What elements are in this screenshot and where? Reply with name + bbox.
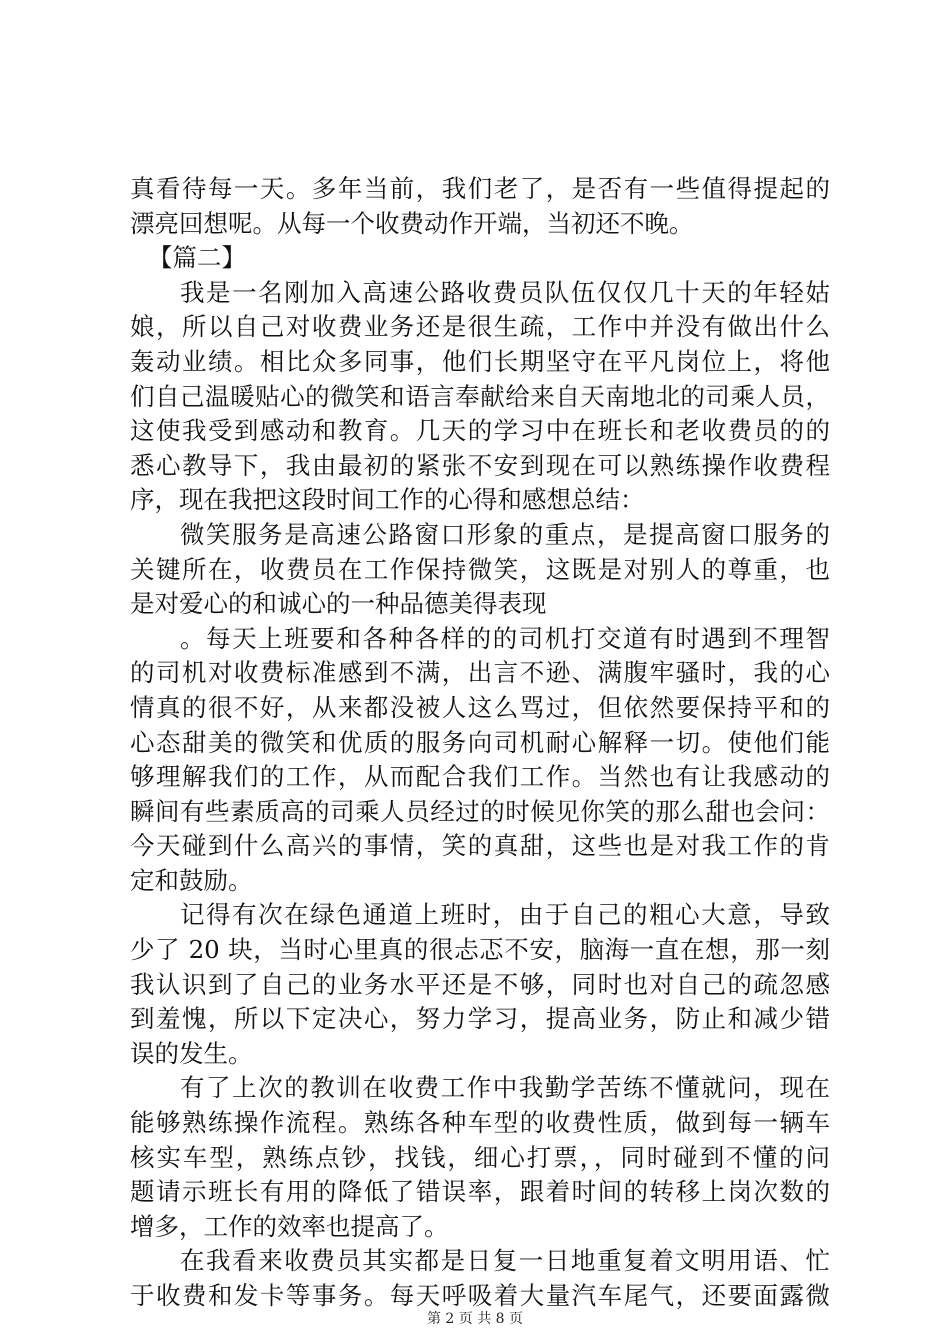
- text-line: 的司机对收费标准感到不满，出言不逊、满腹牢骚时，我的心: [130, 658, 830, 688]
- text-line: 误的发生。: [130, 1038, 253, 1068]
- text-line: 【篇二】: [148, 243, 246, 273]
- page-footer: 第 2 页 共 8 页: [426, 1311, 524, 1327]
- text-line: 在我看来收费员其实都是日复一日地重复着文明用语、忙: [180, 1246, 830, 1276]
- text-line: 记得有次在绿色通道上班时，由于自己的粗心大意，导致: [180, 900, 830, 930]
- text-line: 题请示班长有用的降低了错误率，跟着时间的转移上岗次数的: [130, 1177, 830, 1207]
- text-line: 悉心教导下，我由最初的紧张不安到现在可以熟练操作收费程: [130, 450, 830, 480]
- text-line: 们自己温暖贴心的微笑和语言奉献给来自天南地北的司乘人员，: [130, 381, 830, 411]
- text-line: 微笑服务是高速公路窗口形象的重点，是提高窗口服务的: [180, 519, 830, 549]
- text-line: 是对爱心的和诚心的一种品德美得表现: [130, 589, 547, 619]
- text-line: 定和鼓励。: [130, 865, 253, 895]
- text-line: 到羞愧，所以下定决心，努力学习，提高业务，防止和减少错: [130, 1004, 830, 1034]
- text-line: 核实车型，熟练点钞，找钱，细心打票，，同时碰到不懂的问: [130, 1142, 830, 1172]
- text-line: 。每天上班要和各种各样的的司机打交道有时遇到不理智: [180, 623, 830, 653]
- document-body: [130, 172, 830, 1314]
- text-line: 真看待每一天。多年当前，我们老了，是否有一些值得提起的: [130, 174, 830, 203]
- text-line: 瞬间有些素质高的司乘人员经过的时候见你笑的那么甜也会问：: [130, 796, 830, 826]
- text-line: 有了上次的教训在收费工作中我勤学苦练不懂就问，现在: [180, 1073, 830, 1103]
- text-line: 轰动业绩。相比众多同事，他们长期坚守在平凡岗位上，将他: [130, 346, 830, 376]
- text-line: 于收费和发卡等事务。每天呼吸着大量汽车尾气，还要面露微: [130, 1281, 830, 1310]
- text-lines: [130, 172, 830, 1314]
- text-line: 能够熟练操作流程。熟练各种车型的收费性质，做到每一辆车: [130, 1108, 830, 1138]
- text-line: 娘，所以自己对收费业务还是很生疏，工作中并没有做出什么: [130, 312, 830, 342]
- text-line: 序，现在我把这段时间工作的心得和感想总结：: [130, 485, 645, 515]
- text-line: 心态甜美的微笑和优质的服务向司机耐心解释一切。使他们能: [130, 727, 830, 757]
- text-line: 情真的很不好，从来都没被人这么骂过，但依然要保持平和的: [130, 692, 830, 722]
- text-line: 今天碰到什么高兴的事情，笑的真甜，这些也是对我工作的肯: [130, 831, 830, 861]
- text-line: 少了 20 块，当时心里真的很忐忑不安，脑海一直在想，那一刻: [130, 935, 830, 965]
- text-line: 够理解我们的工作，从而配合我们工作。当然也有让我感动的: [130, 762, 830, 792]
- text-line: 关键所在，收费员在工作保持微笑，这既是对别人的尊重，也: [130, 554, 830, 584]
- text-line: 这使我受到感动和教育。几天的学习中在班长和老收费员的的: [130, 416, 830, 446]
- text-line: 我认识到了自己的业务水平还是不够，同时也对自己的疏忽感: [130, 969, 830, 999]
- text-line: 增多，工作的效率也提高了。: [130, 1211, 449, 1241]
- text-line: 漂亮回想呢。从每一个收费动作开端，当初还不晚。: [130, 208, 694, 238]
- text-line: 我是一名刚加入高速公路收费员队伍仅仅几十天的年轻姑: [180, 277, 830, 307]
